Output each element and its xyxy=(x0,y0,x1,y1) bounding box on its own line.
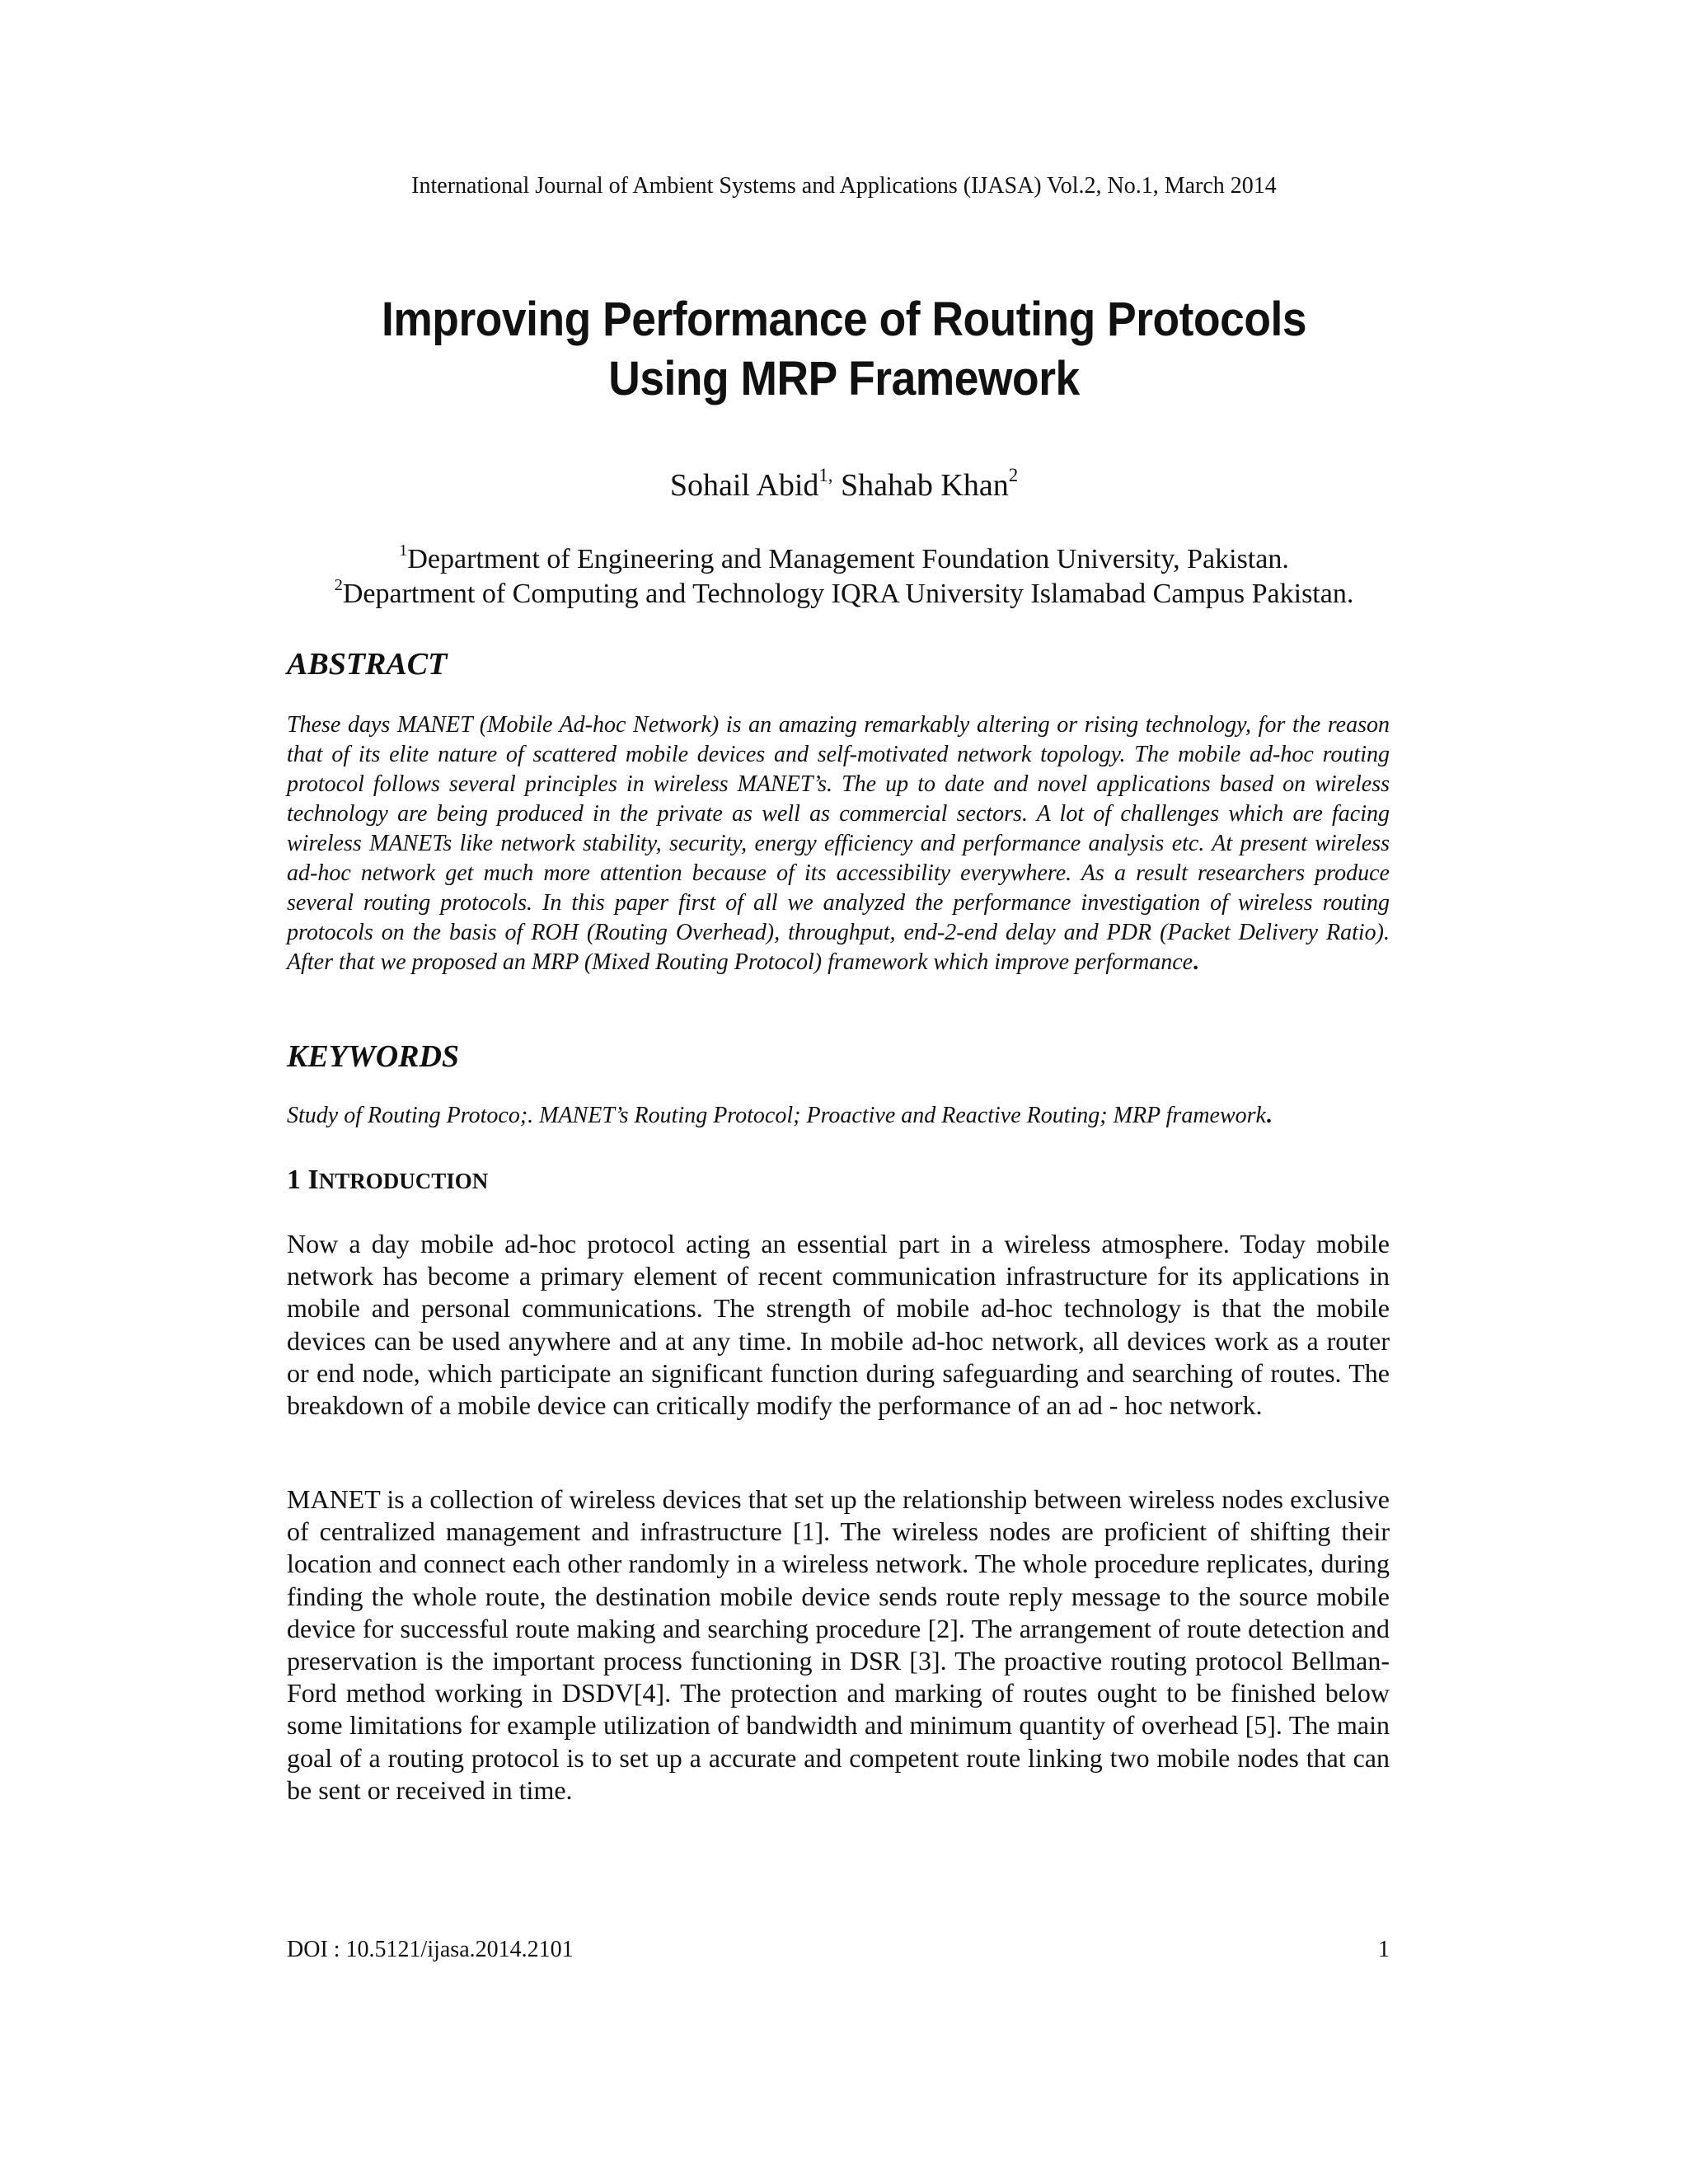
running-header: International Journal of Ambient Systems and Applications (IJASA) Vol.2, No.1, March 2014 xyxy=(411,173,1277,199)
abstract-text: These days MANET (Mobile Ad-hoc Network) is an amazing remarkably altering or rising technology, for the reason that of its elite nature of scattered mobile devices and self-motivated network topology. The mobile ad-hoc routing protocol follows several principles in wireless MANET’s. The up to date and novel applications based on wireless technology are being produced in the private as well as commercial sectors. A lot of challenges which are facing wireless MANETs like network stability, security, energy efficiency and performance analysis etc. At present wireless ad-hoc network get much more attention because of its accessibility everywhere. As a result researchers produce several routing protocols. In this paper first of all we analyzed the performance investigation of wireless routing protocols on the basis of ROH (Routing Overhead), throughput, end-2-end delay and PDR (Packet Delivery Ratio). After that we proposed an MRP (Mixed Routing Protocol) framework which improve performance xyxy=(287,712,1390,975)
author-2-affiliation-mark: 2 xyxy=(1008,464,1019,485)
affiliation-2-mark: 2 xyxy=(334,575,343,594)
affiliation-1 xyxy=(0,542,1688,577)
footer-page-number: 1 xyxy=(1378,1937,1390,1962)
affiliation-1-text: Department of Engineering and Management Foundation University, Pakistan. xyxy=(407,544,1289,574)
title-line-2: Using MRP Framework xyxy=(608,352,1080,405)
abstract-heading: ABSTRACT xyxy=(287,647,448,682)
affiliation-2 xyxy=(0,577,1688,612)
introduction-paragraph-1: Now a day mobile ad-hoc protocol acting an essential part in a wireless atmosphere. Today mobile network has become a primary element of recent communication infrastructure for its applications in mobile and personal communications. The strength of mobile ad-hoc technology is that the mobile devices can be used anywhere and at any time. In mobile ad-hoc network, all devices work as a router or end node, which participate an significant function during safeguarding and searching of routes. The breakdown of a mobile device can critically modify the performance of an ad - hoc network. xyxy=(287,1229,1390,1421)
keywords-end-mark: . xyxy=(1265,1103,1272,1128)
affiliation-1-mark: 1 xyxy=(399,541,408,560)
keywords-body xyxy=(287,1101,1390,1131)
abstract-end-mark: . xyxy=(1193,949,1199,975)
abstract-body xyxy=(287,710,1390,977)
keywords-heading: KEYWORDS xyxy=(287,1039,460,1074)
introduction-heading-rest: NTRODUCTION xyxy=(318,1169,489,1193)
paper-title xyxy=(68,290,1620,409)
keywords-text: Study of Routing Protoco;. MANET’s Routing Protocol; Proactive and Reactive Routing; MRP framework xyxy=(287,1103,1266,1128)
author-list xyxy=(0,466,1688,505)
title-line-1: Improving Performance of Routing Protocols xyxy=(381,293,1307,346)
author-1-affiliation-mark: 1, xyxy=(818,464,833,485)
introduction-heading xyxy=(287,1162,1390,1199)
author-2: Shahab Khan xyxy=(832,468,1009,503)
introduction-heading-number: 1 I xyxy=(287,1165,319,1195)
author-1: Sohail Abid xyxy=(669,468,819,503)
introduction-paragraph-2: MANET is a collection of wireless devices that set up the relationship between wireless nodes exclusive of centralized management and infrastructure [1]. The wireless nodes are proficient of shifting their location and connect each other randomly in a wireless network. The whole procedure replicates, during finding the whole route, the destination mobile device sends route reply message to the source mobile device for successful route making and searching procedure [2]. The arrangement of route detection and preservation is the important process functioning in DSR [3]. The proactive routing protocol Bellman-Ford method working in DSDV[4]. The protection and marking of routes ought to be finished below some limitations for example utilization of bandwidth and minimum quantity of overhead [5]. The main goal of a routing protocol is to set up a accurate and competent route linking two mobile nodes that can be sent or received in time. xyxy=(287,1484,1390,1805)
footer-doi: DOI : 10.5121/ijasa.2014.2101 xyxy=(287,1937,574,1962)
affiliation-2-text: Department of Computing and Technology IQRA University Islamabad Campus Pakistan. xyxy=(342,579,1354,609)
